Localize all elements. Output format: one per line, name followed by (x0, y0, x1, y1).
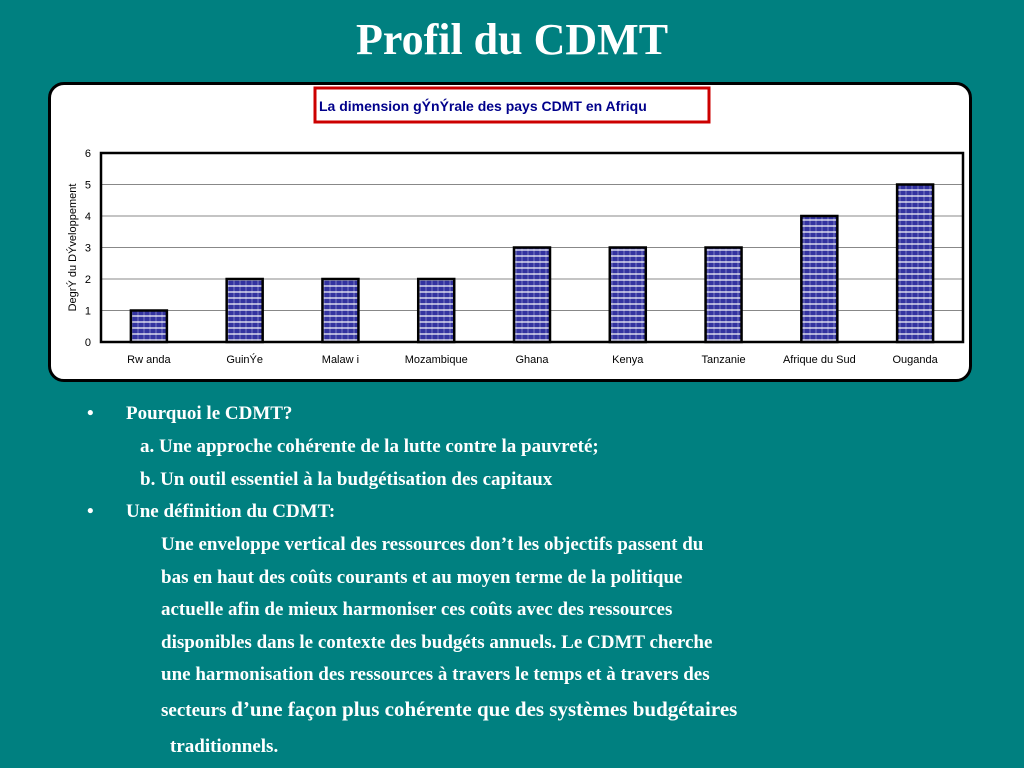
bullet-marker: • (87, 403, 94, 424)
definition-line: disponibles dans le contexte des budgéts annuels. Le CDMT cherche (161, 632, 713, 653)
bullet-marker: • (87, 501, 94, 522)
y-tick-label: 6 (84, 148, 91, 160)
x-tick-label: Mozambique (404, 354, 468, 366)
bar (131, 311, 167, 343)
bar (514, 248, 550, 343)
x-tick-label: Afrique du Sud (782, 354, 856, 366)
bullet-definition: Une définition du CDMT: (126, 501, 336, 522)
x-tick-label: Malaw i (321, 354, 360, 366)
chart-title: La dimension gÝnÝrale des pays CDMT en Afriqu (319, 98, 647, 114)
bar (610, 248, 646, 343)
definition-line-6 (161, 697, 737, 723)
x-tick-label: Rw anda (127, 354, 171, 366)
bar (801, 216, 837, 342)
y-tick-label: 1 (84, 305, 91, 318)
chart-container (48, 82, 972, 382)
item-b: b. Un outil essentiel à la budgétisation des capitaux (140, 469, 553, 490)
bar-chart (51, 85, 969, 379)
bar (322, 279, 358, 342)
x-tick-label: Ghana (515, 354, 549, 366)
definition-line: traditionnels. (170, 736, 279, 757)
x-tick-label: Tanzanie (701, 354, 746, 366)
definition-text: secteurs (161, 700, 232, 721)
x-tick-label: Kenya (612, 354, 644, 366)
x-tick-label: Ouganda (892, 354, 938, 366)
y-tick-label: 2 (84, 274, 91, 286)
definition-line: une harmonisation des ressources à travers le temps et à travers des (161, 664, 710, 685)
y-axis-label: DegrÝ du DÝveloppement (67, 183, 79, 312)
bar (227, 279, 263, 342)
bar (706, 248, 742, 343)
slide-title: Profil du CDMT (355, 15, 669, 64)
y-tick-label: 3 (84, 242, 91, 255)
definition-line: bas en haut des coûts courants et au moyen terme de la politique (161, 567, 683, 588)
definition-line: actuelle afin de mieux harmoniser ces coûts avec des ressources (161, 599, 673, 620)
bar (418, 279, 454, 342)
y-tick-label: 5 (84, 179, 91, 192)
y-tick-label: 0 (84, 337, 91, 349)
definition-line: Une enveloppe vertical des ressources don’t les objectifs passent du (161, 534, 704, 555)
x-tick-label: GuinÝe (226, 354, 264, 366)
bar (897, 185, 933, 343)
y-tick-label: 4 (84, 211, 91, 223)
definition-text-large: d’une façon plus cohérente que des systèmes budgétaires (231, 697, 738, 721)
item-a: a. Une approche cohérente de la lutte contre la pauvreté; (140, 436, 599, 457)
bullet-pourquoi: Pourquoi le CDMT? (126, 403, 293, 424)
